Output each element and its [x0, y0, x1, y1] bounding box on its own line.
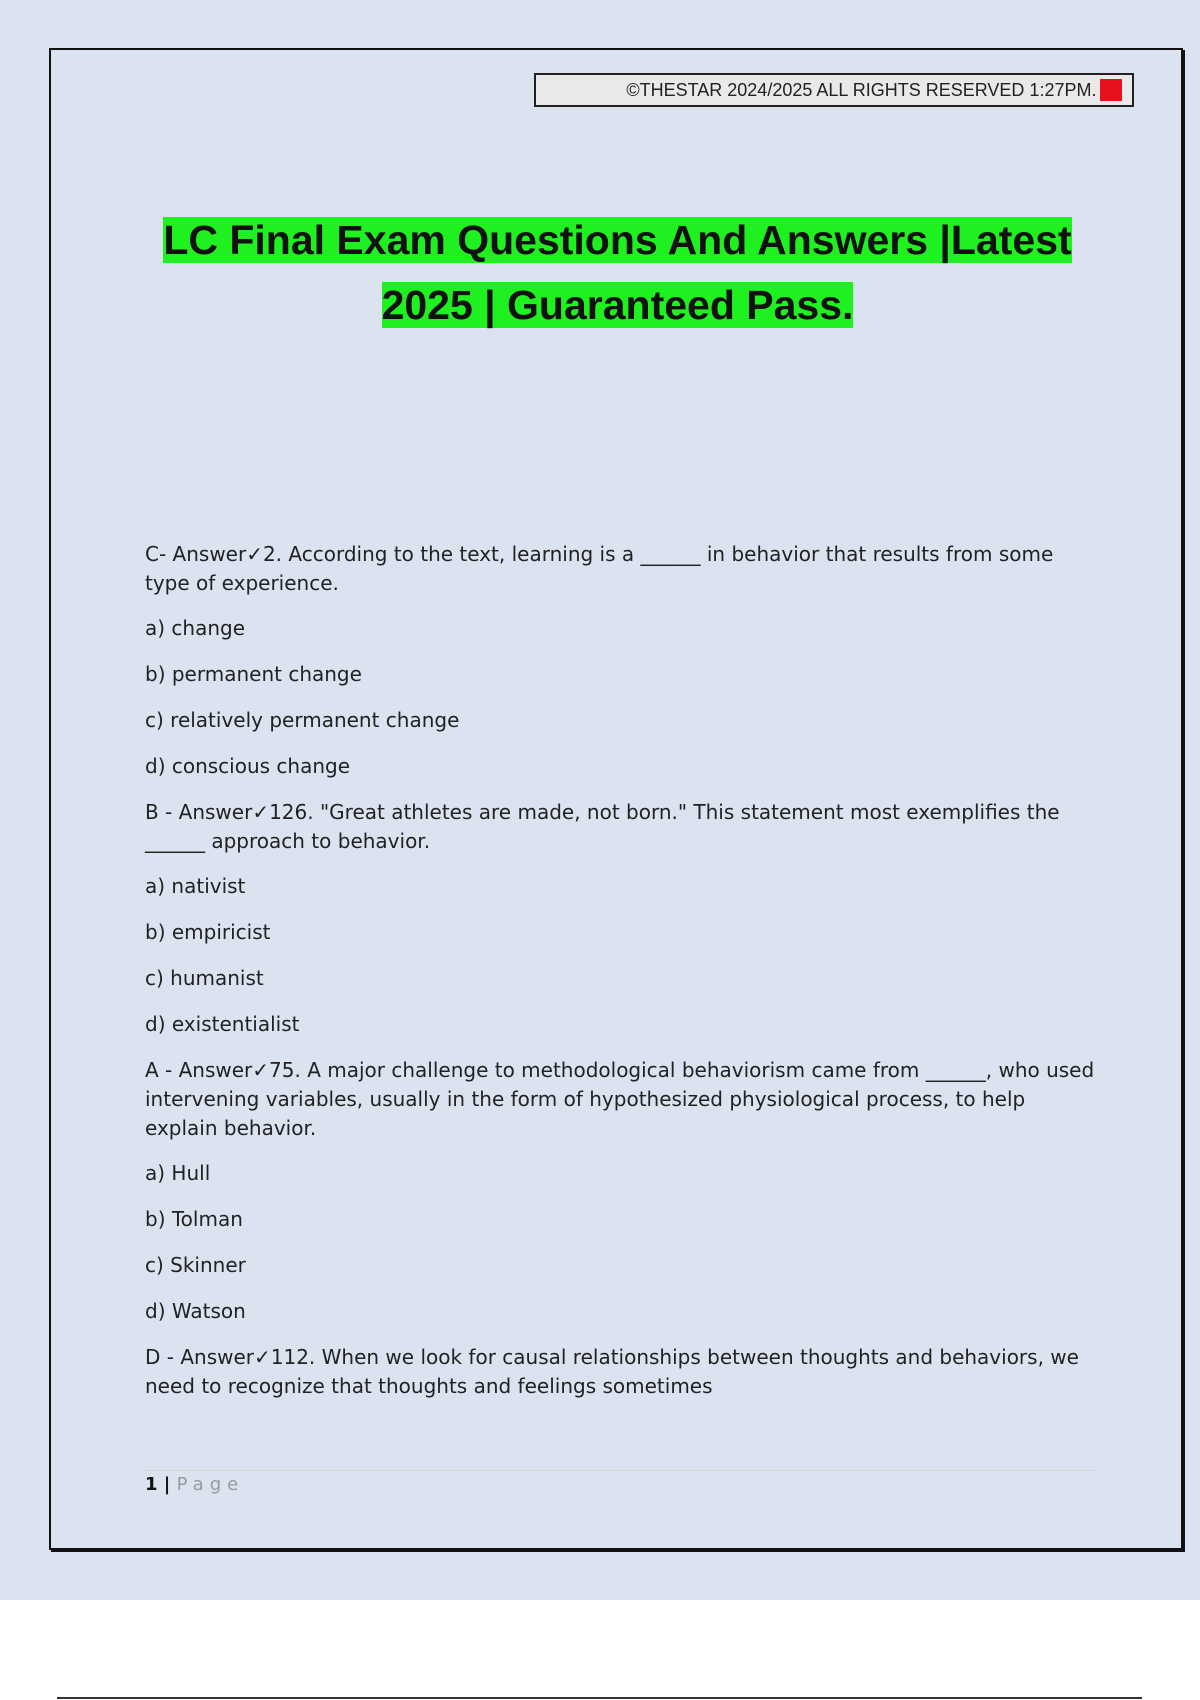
copyright-header	[534, 73, 1134, 107]
option-item: c) relatively permanent change	[145, 708, 460, 732]
question-block	[145, 1343, 1095, 1401]
option-item: d) conscious change	[145, 754, 351, 778]
question-text: A - Answer✓75. A major challenge to methodological behaviorism came from ______, who used intervening variables, usually in the form of hypothesized physiological process, to help explain behavior.	[145, 1058, 1095, 1140]
option-item: b) Tolman	[145, 1207, 243, 1231]
grade-badge: A+	[1100, 79, 1122, 101]
question-text: C- Answer✓2. According to the text, learning is a ______ in behavior that results from some type of experience.	[145, 542, 1054, 595]
option-item: d) existentialist	[145, 1012, 300, 1036]
page-footer	[145, 1470, 1095, 1495]
page-label: Page	[176, 1474, 245, 1495]
question-block	[145, 798, 1095, 1039]
question-block	[145, 540, 1095, 781]
question-text: D - Answer✓112. When we look for causal relationships between thoughts and behaviors, we need to recognize that thoughts and feelings sometimes	[145, 1345, 1079, 1398]
title-line-1: LC Final Exam Questions And Answers |Latest	[163, 217, 1072, 263]
copyright-text: ©THESTAR 2024/2025 ALL RIGHTS RESERVED 1:27PM.	[626, 79, 1097, 100]
option-item: b) permanent change	[145, 662, 362, 686]
bottom-divider	[57, 1697, 1142, 1699]
question-block	[145, 1056, 1095, 1326]
questions-list	[145, 540, 1095, 1417]
option-item: b) empiricist	[145, 920, 271, 944]
option-item: d) Watson	[145, 1299, 246, 1323]
option-item: a) change	[145, 616, 246, 640]
option-item: a) nativist	[145, 874, 246, 898]
question-text: B - Answer✓126. "Great athletes are made, not born." This statement most exemplifies the ______ approach to behavior.	[145, 800, 1060, 853]
option-item: c) humanist	[145, 966, 264, 990]
option-item: c) Skinner	[145, 1253, 246, 1277]
document-title	[100, 208, 1135, 338]
page-number: 1	[145, 1474, 158, 1495]
page-separator: |	[157, 1474, 177, 1495]
title-line-2: 2025 | Guaranteed Pass.	[381, 282, 854, 328]
option-item: a) Hull	[145, 1161, 211, 1185]
